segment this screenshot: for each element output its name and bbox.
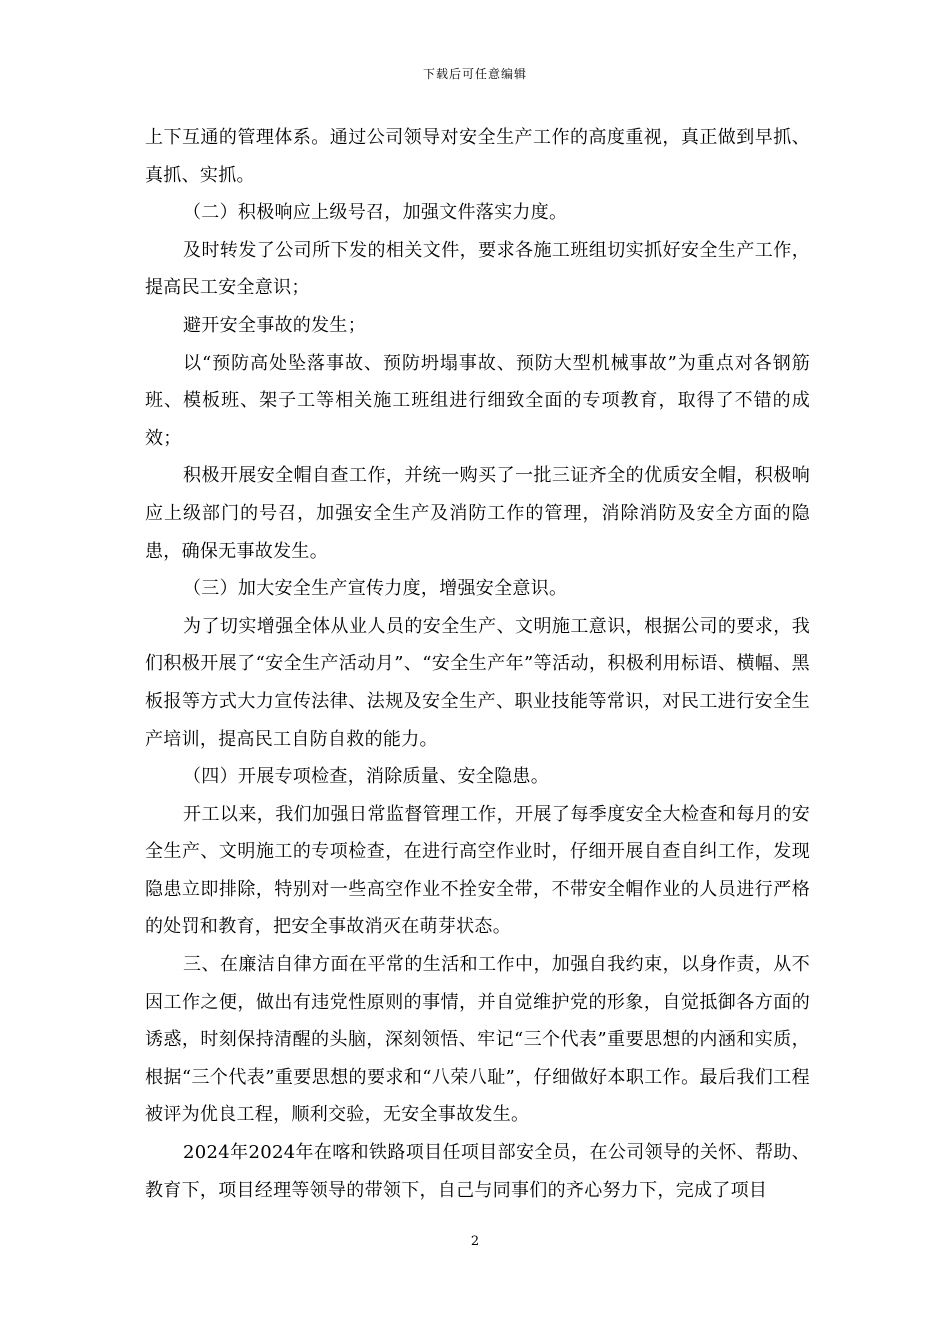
paragraph: 三、在廉洁自律方面在平常的生活和工作中，加强自我约束，以身作责，从不因工作之便，做出有违党性原则的事情，并自觉维护党的形象，自觉抵御各方面的诱惑，时刻保持清醒的头脑，深刻领悟、牢记“三个代表”重要思想的内涵和实质，根据“三个代表”重要思想的要求和“八荣八耻”，仔细做好本职工作。最后我们工程被评为优良工程，顺利交验，无安全事故发生。 bbox=[145, 954, 810, 1126]
paragraph: 积极开展安全帽自查工作，并统一购买了一批三证齐全的优质安全帽，积极响应上级部门的号召，加强安全生产及消防工作的管理，消除消防及安全方面的隐患，确保无事故发生。 bbox=[145, 465, 810, 562]
paragraph: 避开安全事故的发生； bbox=[183, 314, 366, 336]
paragraph: 以“预防高处坠落事故、预防坍塌事故、预防大型机械事故”为重点对各钢筋班、模板班、架子工等相关施工班组进行细致全面的专项教育，取得了不错的成效； bbox=[145, 352, 810, 449]
paragraph: 开工以来，我们加强日常监督管理工作，开展了每季度安全大检查和每月的安全生产、文明施工的专项检查，在进行高空作业时，仔细开展自查自纠工作，发现隐患立即排除，特别对一些高空作业不拴安全带，不带安全帽作业的人员进行严格的处罚和教育，把安全事故消灭在萌芽状态。 bbox=[145, 803, 810, 938]
paragraph: 为了切实增强全体从业人员的安全生产、文明施工意识，根据公司的要求，我们积极开展了“安全生产活动月”、“安全生产年”等活动，积极利用标语、横幅、黑板报等方式大力宣传法律、法规及安全生产、职业技能等常识，对民工进行安全生产培训，提高民工自防自救的能力。 bbox=[145, 615, 810, 750]
section-heading-3: （三）加大安全生产宣传力度，增强安全意识。 bbox=[183, 578, 568, 600]
paragraph: 及时转发了公司所下发的相关文件，要求各施工班组切实抓好安全生产工作，提高民工安全意识； bbox=[145, 239, 810, 299]
page-number: 2 bbox=[470, 1234, 480, 1249]
document-body bbox=[145, 119, 810, 1209]
paragraph-continuation: 上下互通的管理体系。通过公司领导对安全生产工作的高度重视，真正做到早抓、真抓、实抓。 bbox=[145, 127, 810, 186]
section-heading-2: （二）积极响应上级号召，加强文件落实力度。 bbox=[183, 202, 568, 224]
page-header: 下载后可任意编辑 bbox=[422, 67, 527, 81]
section-heading-4: （四）开展专项检查，消除质量、安全隐患。 bbox=[183, 766, 549, 788]
paragraph: 2024年2024年在喀和铁路项目任项目部安全员，在公司领导的关怀、帮助、教育下，项目经理等领导的带领下，自己与同事们的齐心努力下，完成了项目 bbox=[145, 1142, 810, 1201]
